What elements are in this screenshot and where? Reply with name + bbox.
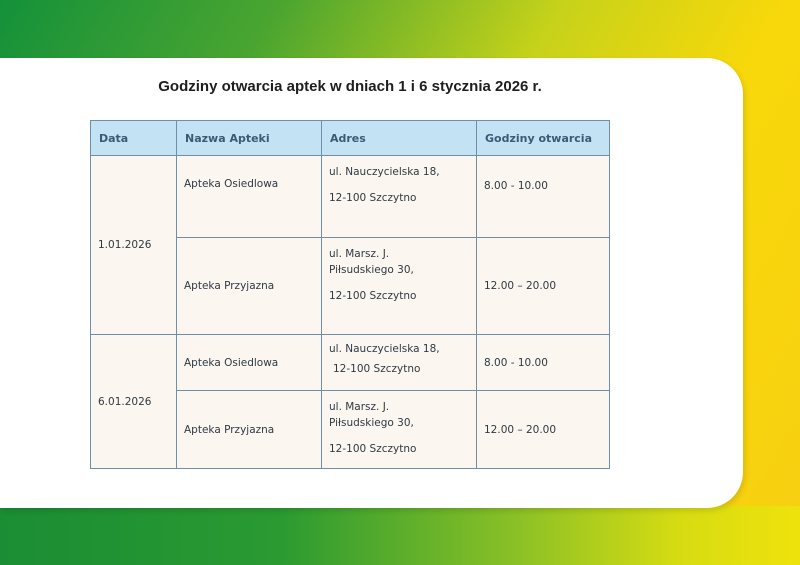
pharmacy-name-cell: Apteka Przyjazna	[177, 238, 322, 335]
page-title: Godziny otwarcia aptek w dniach 1 i 6 stycznia 2026 r.	[158, 78, 542, 95]
address-cell	[322, 335, 477, 391]
address-line-2: Piłsudskiego 30,	[329, 264, 414, 276]
address-cell	[322, 391, 477, 469]
address-line: ul. Marsz. J.	[329, 248, 390, 260]
header-opening-hours: Godziny otwarcia	[477, 121, 610, 156]
address-line: ul. Marsz. J.	[329, 401, 390, 413]
address-city: 12-100 Szczytno	[329, 192, 417, 204]
address-line: ul. Nauczycielska 18,	[329, 166, 440, 178]
hours-cell: 12.00 – 20.00	[477, 238, 610, 335]
date-cell: 1.01.2026	[91, 156, 177, 335]
hours-cell: 12.00 – 20.00	[477, 391, 610, 469]
header-date: Data	[91, 121, 177, 156]
address-cell	[322, 156, 477, 238]
address-city: 12-100 Szczytno	[333, 363, 421, 375]
table-row	[91, 156, 610, 238]
date-cell: 6.01.2026	[91, 335, 177, 469]
pharmacy-name-cell: Apteka Osiedlowa	[177, 156, 322, 238]
table-header-row	[91, 121, 610, 156]
table-row	[91, 335, 610, 391]
pharmacy-name-cell: Apteka Osiedlowa	[177, 335, 322, 391]
address-city: 12-100 Szczytno	[329, 290, 417, 302]
address-city: 12-100 Szczytno	[329, 443, 417, 455]
header-pharmacy-name: Nazwa Apteki	[177, 121, 322, 156]
header-address: Adres	[322, 121, 477, 156]
pharmacy-hours-table	[90, 120, 610, 469]
pharmacy-name-cell: Apteka Przyjazna	[177, 391, 322, 469]
hours-cell: 8.00 - 10.00	[477, 156, 610, 238]
address-cell	[322, 238, 477, 335]
address-line: ul. Nauczycielska 18,	[329, 343, 440, 355]
content-card	[0, 58, 743, 508]
bottom-gradient-band	[0, 506, 800, 565]
hours-cell: 8.00 - 10.00	[477, 335, 610, 391]
address-line-2: Piłsudskiego 30,	[329, 417, 414, 429]
